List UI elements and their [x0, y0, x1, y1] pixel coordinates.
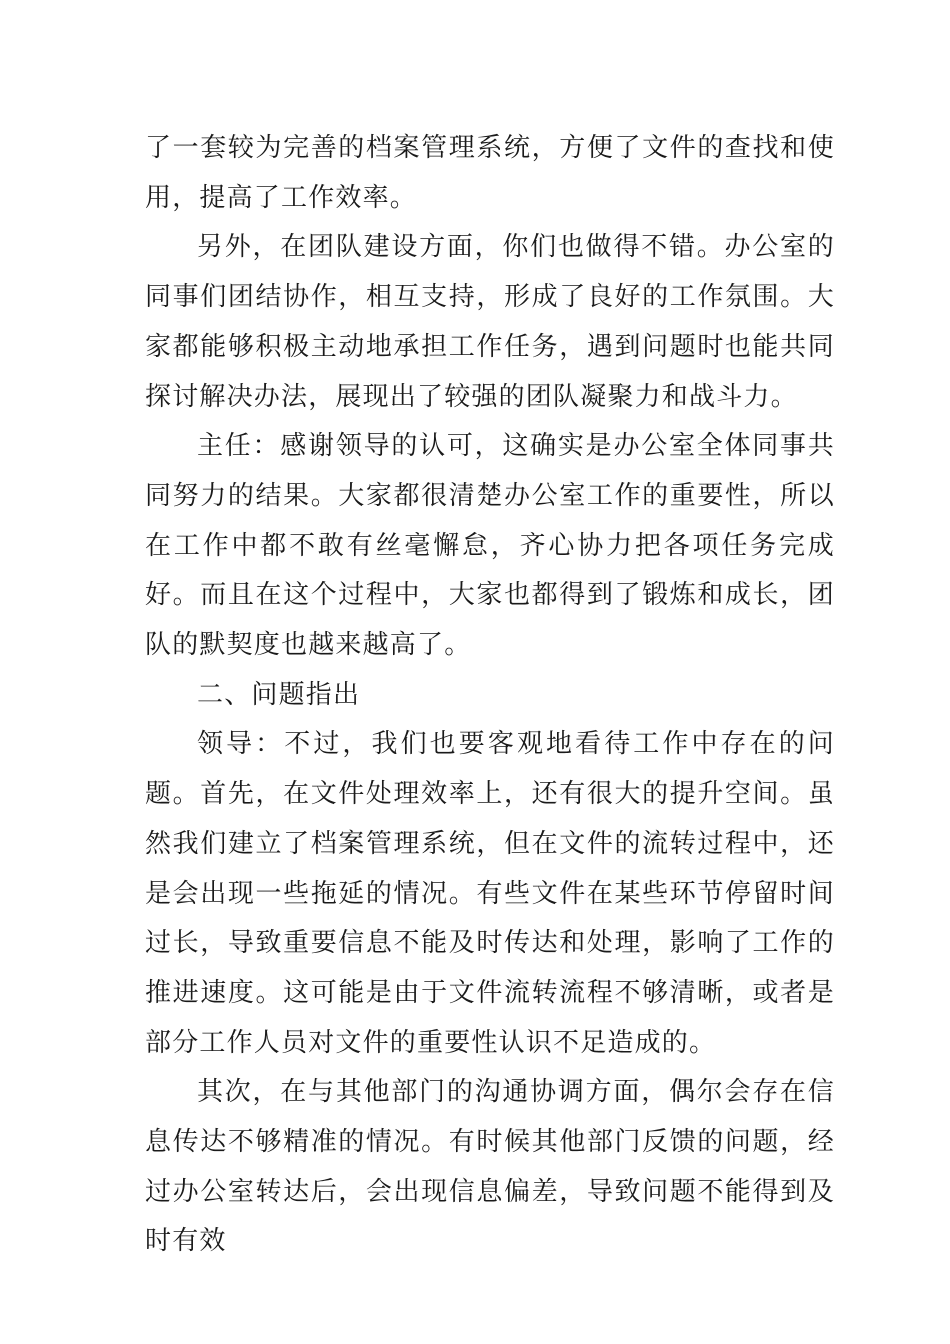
- paragraph-communication: 其次，在与其他部门的沟通协调方面，偶尔会存在信息传达不够精准的情况。有时候其他部门反馈的问题，经过办公室转达后，会出现信息偏差，导致问题不能得到及时有效: [145, 1077, 835, 1257]
- section-heading-problems: 二、问题指出: [197, 679, 361, 710]
- paragraph-director-reply: 主任：感谢领导的认可，这确实是办公室全体同事共同努力的结果。大家都很清楚办公室工作的重要性，所以在工作中都不敢有丝毫懈怠，齐心协力把各项任务完成好。而且在这个过程中，大家也都得到了锻炼和成长，团队的默契度也越来越高了。: [145, 431, 835, 661]
- paragraph-leader-problems: 领导：不过，我们也要客观地看待工作中存在的问题。首先，在文件处理效率上，还有很大的提升空间。虽然我们建立了档案管理系统，但在文件的流转过程中，还是会出现一些拖延的情况。有些文件在某些环节停留时间过长，导致重要信息不能及时传达和处理，影响了工作的推进速度。这可能是由于文件流转流程不够清晰，或者是部分工作人员对文件的重要性认识不足造成的。: [145, 729, 835, 1058]
- paragraph-team-building: 另外，在团队建设方面，你们也做得不错。办公室的同事们团结协作，相互支持，形成了良好的工作氛围。大家都能够积极主动地承担工作任务，遇到问题时也能共同探讨解决办法，展现出了较强的团队凝聚力和战斗力。: [145, 232, 835, 412]
- document-body: [145, 124, 835, 1267]
- paragraph-continuation: 了一套较为完善的档案管理系统，方便了文件的查找和使用，提高了工作效率。: [145, 133, 835, 213]
